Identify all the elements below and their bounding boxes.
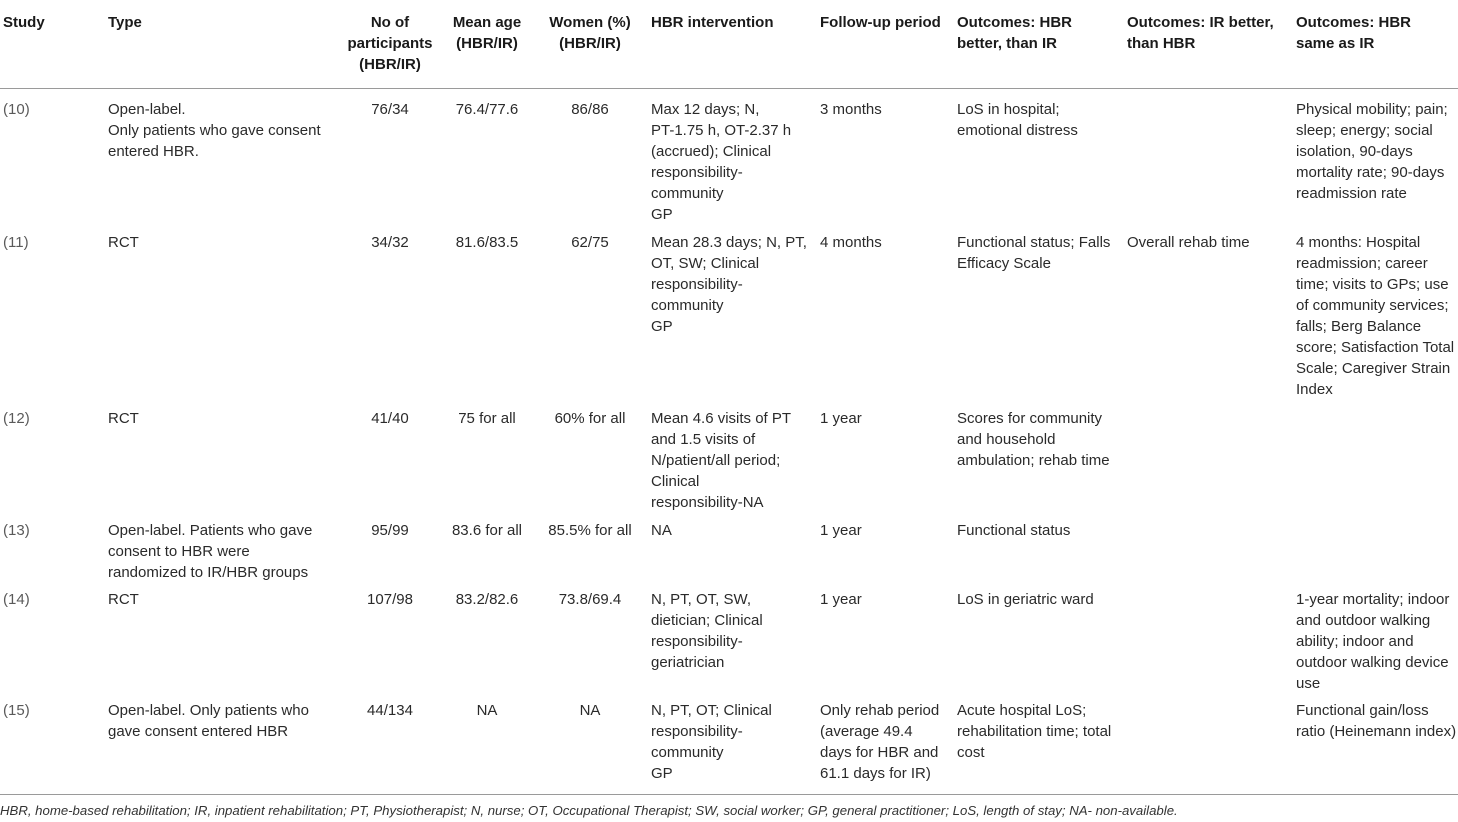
study-ref-link[interactable]: 13 <box>8 522 25 539</box>
cell-hbr-better: Acute hospital LoS; rehabilitation time; total cost <box>957 702 1112 761</box>
header-followup: Follow-up period <box>820 14 941 31</box>
study-ref[interactable] <box>3 99 30 120</box>
cell-same-as: 4 months: Hospital readmission; career time; visits to GPs; use of community services; falls; Berg Balance score; Satisfaction Total Scale; Caregiver Strain Index <box>1296 234 1455 398</box>
study-ref-paren: ( <box>3 410 8 427</box>
cell-same-as: Physical mobility; pain; sleep; energy; social isolation, 90-days mortality rate; 90-days readmission rate <box>1296 101 1448 202</box>
table-header <box>0 0 1458 89</box>
cell-women: 86/86 <box>571 101 609 118</box>
header-intervention: HBR intervention <box>651 14 774 31</box>
cell-same-as: Functional gain/loss ratio (Heinemann index) <box>1296 702 1457 740</box>
study-ref-paren: ) <box>24 591 30 608</box>
study-ref-link[interactable]: 11 <box>8 234 24 251</box>
study-ref-paren: ) <box>24 410 30 427</box>
study-ref-paren: ( <box>3 522 8 539</box>
cell-ir-better: Overall rehab time <box>1127 234 1250 251</box>
cell-women: 85.5% for all <box>548 522 632 539</box>
study-ref-paren: ( <box>3 101 8 118</box>
cell-women: 60% for all <box>554 410 626 427</box>
cell-type: RCT <box>108 410 139 427</box>
cell-intervention: Mean 28.3 days; N, PT, OT, SW; Clinical responsibility- community GP <box>651 234 807 335</box>
cell-participants: 34/32 <box>371 234 409 251</box>
cell-type: RCT <box>108 591 139 608</box>
cell-followup: 1 year <box>820 591 862 608</box>
header-participants: No of participants (HBR/IR) <box>347 14 433 73</box>
study-ref-link[interactable]: 14 <box>8 591 25 608</box>
study-ref-paren: ) <box>23 234 29 251</box>
cell-hbr-better: LoS in geriatric ward <box>957 591 1094 608</box>
study-ref-paren: ( <box>3 234 8 251</box>
header-same: Outcomes: HBR same as IR <box>1296 14 1412 52</box>
study-ref[interactable] <box>3 408 30 429</box>
cell-women: 62/75 <box>571 234 609 251</box>
study-ref[interactable] <box>3 700 30 721</box>
cell-intervention: N, PT, OT, SW, dietician; Clinical responsibility- geriatrician <box>651 591 763 671</box>
study-ref-link[interactable]: 15 <box>8 702 25 719</box>
cell-women: NA <box>579 702 601 719</box>
cell-mean-age: 75 for all <box>458 410 516 427</box>
study-ref-paren: ( <box>3 702 8 719</box>
cell-intervention: N, PT, OT; Clinical responsibility- community GP <box>651 702 772 782</box>
header-study: Study <box>3 14 45 31</box>
cell-mean-age: NA <box>476 702 498 719</box>
study-ref-paren: ) <box>24 101 30 118</box>
cell-hbr-better: LoS in hospital; emotional distress <box>957 101 1078 139</box>
cell-participants: 44/134 <box>367 702 413 719</box>
table-footnote: HBR, home-based rehabilitation; IR, inpatient rehabilitation; PT, Physiotherapist; N, nurse; OT, Occupational Therapist; SW, social worker; GP, general practitioner; LoS, length of stay; NA- non-available. <box>0 803 1178 818</box>
cell-hbr-better: Functional status; Falls Efficacy Scale <box>957 234 1111 272</box>
study-ref-paren: ) <box>24 702 30 719</box>
cell-hbr-better: Functional status <box>957 522 1071 539</box>
cell-followup: 1 year <box>820 522 862 539</box>
cell-followup: 1 year <box>820 410 862 427</box>
study-ref-paren: ( <box>3 591 8 608</box>
study-ref-link[interactable]: 10 <box>8 101 25 118</box>
cell-participants: 107/98 <box>367 591 413 608</box>
cell-same-as: 1-year mortality; indoor and outdoor walking ability; indoor and outdoor walking device use <box>1296 591 1450 692</box>
table-bottom-rule <box>0 794 1458 795</box>
cell-participants: 95/99 <box>371 522 409 539</box>
cell-mean-age: 83.6 for all <box>451 522 523 539</box>
header-women: Women (%) (HBR/IR) <box>549 14 631 52</box>
cell-women: 73.8/69.4 <box>558 591 622 608</box>
cell-followup: 4 months <box>820 234 882 251</box>
cell-intervention: NA <box>651 522 672 539</box>
cell-followup: Only rehab period (average 49.4 days for HBR and 61.1 days for IR) <box>820 702 940 782</box>
cell-type: Open-label. Only patients who gave consent entered HBR. <box>108 101 321 160</box>
cell-type: Open-label. Only patients who gave consent entered HBR <box>108 702 309 740</box>
study-ref[interactable] <box>3 520 30 541</box>
header-ir-better: Outcomes: IR better, than HBR <box>1127 14 1274 52</box>
cell-mean-age: 83.2/82.6 <box>455 591 519 608</box>
study-ref-paren: ) <box>24 522 30 539</box>
header-hbr-better: Outcomes: HBR better, than IR <box>957 14 1073 52</box>
cell-mean-age: 76.4/77.6 <box>455 101 519 118</box>
cell-hbr-better: Scores for community and household ambulation; rehab time <box>957 410 1110 469</box>
cell-type: Open-label. Patients who gave consent to HBR were randomized to IR/HBR groups <box>108 522 313 581</box>
cell-participants: 76/34 <box>371 101 409 118</box>
study-ref[interactable] <box>3 589 30 610</box>
cell-followup: 3 months <box>820 101 882 118</box>
cell-mean-age: 81.6/83.5 <box>455 234 519 251</box>
cell-intervention: Mean 4.6 visits of PT and 1.5 visits of N/patient/all period; Clinical responsibility-NA <box>651 410 792 511</box>
study-ref-link[interactable]: 12 <box>8 410 25 427</box>
cell-type: RCT <box>108 234 139 251</box>
cell-participants: 41/40 <box>371 410 409 427</box>
cell-intervention: Max 12 days; N, PT-1.75 h, OT-2.37 h (accrued); Clinical responsibility- community GP <box>651 101 792 223</box>
study-ref[interactable] <box>3 232 29 253</box>
header-mean-age: Mean age (HBR/IR) <box>452 14 522 52</box>
header-type: Type <box>108 14 142 31</box>
